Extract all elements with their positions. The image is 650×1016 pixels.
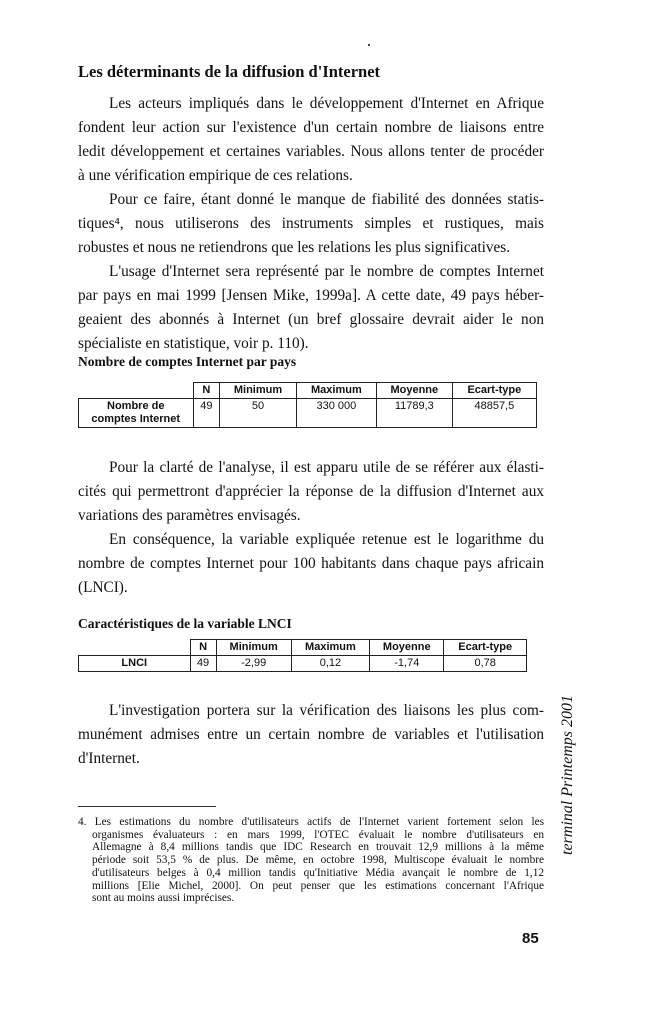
cell: 49 (193, 399, 220, 428)
cell: 330 000 (296, 399, 376, 428)
text-line: geaient des abonnés à Internet (un bref glossaire devrait aider le non (78, 311, 544, 328)
footnote-line: millions [Elie Michel, 2000]. On peut penser que les estimations concernant l'Afrique (92, 879, 544, 892)
col-header: Maximum (291, 640, 369, 656)
text-line: robustes et nous ne retiendrons que les relations les plus significatives. (78, 239, 511, 256)
section-heading: Les déterminants de la diffusion d'Internet (78, 62, 381, 81)
col-header: Minimum (220, 383, 297, 399)
col-header: N (193, 383, 220, 399)
table-row (79, 399, 537, 428)
text-line: En conséquence, la variable expliquée retenue est le logarithme du (109, 531, 544, 548)
text-line: nombre de comptes Internet pour 100 habitants dans chaque pays africain (78, 555, 544, 572)
footnote-line: sont au moins aussi imprécises. (92, 892, 235, 905)
table1-title: Nombre de comptes Internet par pays (78, 354, 297, 369)
text-line: L'investigation portera sur la vérification des liaisons les plus com- (109, 702, 544, 719)
table-header-row (79, 383, 537, 399)
cell: 49 (190, 656, 216, 672)
text-line: tiques⁴, nous utiliserons des instruments simples et rustiques, mais (78, 215, 544, 232)
empty-corner (79, 383, 194, 399)
page-number: 85 (522, 930, 539, 947)
footnote-line: 4. Les estimations du nombre d'utilisateurs actifs de l'Internet varient fortement selon les (78, 816, 544, 828)
row-label-line: Nombre de (107, 400, 165, 412)
text-line: ledit développement et certaines variables. Nous allons tenter de procéder (78, 143, 544, 160)
cell: 11789,3 (376, 399, 452, 428)
cell: -2,99 (216, 656, 291, 672)
cell: -1,74 (370, 656, 444, 672)
journal-side-title: terminal Printemps 2001 (559, 695, 576, 855)
text-line: par pays en mai 1999 [Jensen Mike, 1999a]. A cette date, 49 pays héber- (78, 287, 544, 304)
col-header: Moyenne (370, 640, 444, 656)
col-header: N (190, 640, 216, 656)
empty-corner (79, 640, 191, 656)
text-line: Les acteurs impliqués dans le développement d'Internet en Afrique (109, 95, 544, 112)
footnote-line: période soit 53,5 % de plus. De même, en octobre 1998, Multiscope évaluait le nombre (92, 854, 544, 867)
row-label: LNCI (79, 656, 191, 672)
table-internet-accounts (78, 382, 537, 428)
footnote-line: d'utilisateurs belges à 0,4 million tandis qu'Initiative Média avançait le nombre de 1,12 (92, 866, 544, 879)
text-line: fondent leur action sur l'existence d'un certain nombre de liaisons entre (78, 119, 544, 136)
body-text-3 (78, 699, 544, 771)
cell: 0,12 (291, 656, 369, 672)
cell: 48857,5 (452, 399, 536, 428)
table-lnci (78, 639, 527, 672)
col-header: Minimum (216, 640, 291, 656)
body-text-1 (78, 92, 544, 356)
footnote (78, 816, 544, 905)
text-line: à une vérification empirique de ces relations. (78, 167, 353, 184)
footnote-line: organismes évaluateurs : en mars 1999, l'OTEC évaluait le nombre d'utilisateurs en (92, 828, 544, 841)
body-text-2 (78, 456, 544, 600)
text-line: d'Internet. (78, 750, 140, 767)
col-header: Moyenne (376, 383, 452, 399)
text-line: munément admises entre un certain nombre de variables et l'utilisation (78, 726, 544, 743)
speck (368, 44, 370, 46)
col-header: Ecart-type (444, 640, 527, 656)
cell: 0,78 (444, 656, 527, 672)
text-line: cités qui permettront d'apprécier la réponse de la diffusion d'Internet aux (78, 483, 544, 500)
row-label (79, 399, 194, 428)
text-line: variations des paramètres envisagés. (78, 507, 301, 524)
footnote-line: Allemagne à 8,4 millions tandis que IDC Research en trouvait 12,9 millions à la même (92, 841, 544, 854)
text-line: Pour la clarté de l'analyse, il est apparu utile de se référer aux élasti- (109, 459, 544, 476)
table2-title: Caractéristiques de la variable LNCI (78, 616, 292, 631)
footnote-rule (78, 806, 216, 807)
col-header: Maximum (296, 383, 376, 399)
text-line: spécialiste en statistique, voir p. 110). (78, 335, 309, 352)
row-label-line: comptes Internet (91, 413, 181, 425)
text-line: (LNCI). (78, 579, 128, 596)
col-header: Ecart-type (452, 383, 536, 399)
cell: 50 (220, 399, 297, 428)
table-row (79, 656, 527, 672)
text-line: Pour ce faire, étant donné le manque de fiabilité des données statis- (109, 191, 544, 208)
text-line: L'usage d'Internet sera représenté par le nombre de comptes Internet (109, 263, 544, 280)
table-header-row (79, 640, 527, 656)
